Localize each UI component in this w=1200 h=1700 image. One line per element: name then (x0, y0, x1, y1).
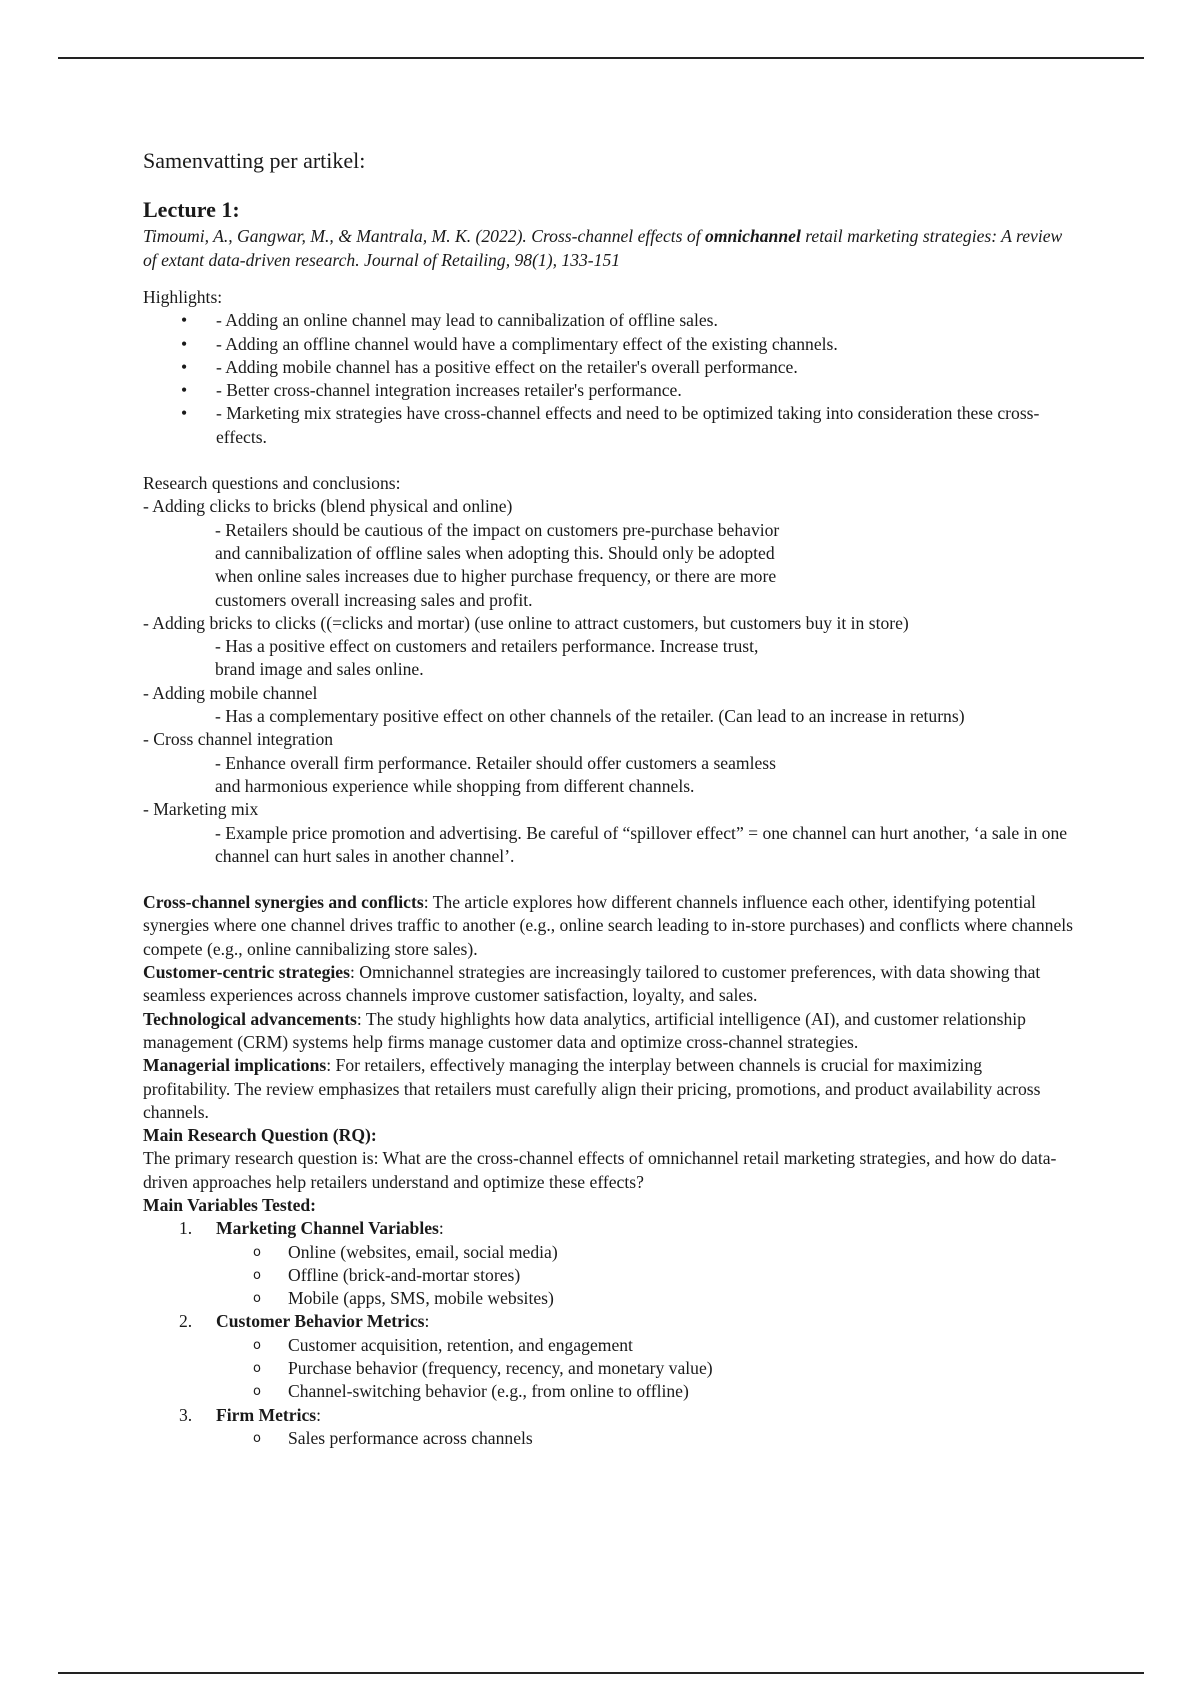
citation (143, 224, 1073, 272)
variable-colon: : (316, 1404, 322, 1425)
variable-item: Channel-switching behavior (e.g., from online to offline) (288, 1381, 689, 1402)
citation-before: Timoumi, A., Gangwar, M., & Mantrala, M. K. (2022). Cross-channel effects of (143, 226, 706, 246)
circle-bullet-icon: o (253, 1337, 261, 1353)
paragraph-heading: Technological advancements (143, 1008, 357, 1029)
main-rq-text: The primary research question is: What are the cross-channel effects of omnichannel retail marketing strategies, and how do data-driven approaches help retailers understand and optimize these effects? (143, 1148, 1057, 1192)
bullet-icon: • (181, 403, 188, 424)
highlight-text: - Better cross-channel integration increases retailer's performance. (216, 380, 682, 401)
list-item (143, 402, 1073, 449)
highlight-text: - Adding an offline channel would have a complimentary effect of the existing channels. (216, 333, 838, 354)
highlight-text: - Marketing mix strategies have cross-channel effects and need to be optimized taking into consideration these cross-effects. (216, 403, 1040, 447)
rq-item-detail: - Retailers should be cautious of the impact on customers pre-purchase behavior and cannibalization of offline sales when adopting this. Should only be adopted when online sales increases due to higher purchase frequency, or there are more customers overall increasing sales and profit. (215, 519, 780, 610)
bullet-icon: • (181, 310, 188, 331)
top-rule (58, 57, 1144, 59)
paragraph-heading: Managerial implications (143, 1055, 327, 1076)
list-item (143, 1287, 1073, 1310)
paragraph-text: : The study highlights how data analytics, artificial intelligence (AI), and customer relationship management (CRM) systems help firms manage customer data and optimize cross-channel strategies. (143, 1008, 1026, 1052)
list-number: 1. (179, 1218, 193, 1239)
variable-item: Customer acquisition, retention, and engagement (288, 1334, 633, 1355)
paragraph-customer-centric (143, 961, 1073, 1008)
list-item (143, 1241, 1073, 1264)
paragraph-heading: Customer-centric strategies (143, 962, 350, 983)
paragraph-text: : The article explores how different channels influence each other, identifying potential synergies where one channel drives traffic to another (e.g., online search leading to in-store purchases) and conflicts where channels compete (e.g., online cannibalizing store sales). (143, 892, 1074, 959)
variable-sublist (216, 1241, 1073, 1311)
rq-section (143, 495, 1073, 868)
rq-item-title: - Adding bricks to clicks ((=clicks and mortar) (use online to attract customers, but customers buy it in store) (143, 612, 909, 633)
lecture-title: Lecture 1: (143, 197, 240, 222)
variable-title: Marketing Channel Variables (216, 1218, 439, 1239)
list-item (143, 1217, 1073, 1310)
variables-heading-text: Main Variables Tested: (143, 1194, 317, 1215)
list-item (143, 1334, 1073, 1357)
bottom-rule (58, 1672, 1144, 1674)
rq-item-title: - Marketing mix (143, 799, 259, 820)
highlight-text: - Adding an online channel may lead to cannibalization of offline sales. (216, 310, 718, 331)
highlights-list (143, 309, 1073, 449)
rq-item-detail: - Example price promotion and advertising. Be careful of “spillover effect” = one channel can hurt another, ‘a sale in one channel can hurt sales in another channel’. (215, 822, 1068, 866)
paragraph-technology (143, 1008, 1073, 1055)
list-item (143, 379, 1073, 402)
spacer (143, 449, 1073, 472)
list-item (143, 1264, 1073, 1287)
list-number: 3. (179, 1404, 193, 1425)
variable-colon: : (438, 1218, 444, 1239)
bullet-icon: • (181, 380, 188, 401)
rq-item-detail: - Has a complementary positive effect on other channels of the retailer. (Can lead to an increase in returns) (215, 706, 965, 727)
document-body (143, 140, 1073, 1450)
circle-bullet-icon: o (253, 1361, 261, 1377)
list-item (143, 1427, 1073, 1450)
list-item (143, 1310, 1073, 1403)
circle-bullet-icon: o (253, 1291, 261, 1307)
main-rq-heading-text: Main Research Question (RQ): (143, 1125, 377, 1146)
rq-item-title: - Adding clicks to bricks (blend physical and online) (143, 496, 513, 517)
bullet-icon: • (181, 356, 188, 377)
rq-item-detail: - Enhance overall firm performance. Retailer should offer customers a seamless and harmonious experience while shopping from different channels. (215, 752, 776, 796)
paragraph-text: : Omnichannel strategies are increasingly tailored to customer preferences, with data showing that seamless experiences across channels improve customer satisfaction, loyalty, and sales. (143, 962, 1041, 1006)
list-item (143, 1357, 1073, 1380)
variable-item: Online (websites, email, social media) (288, 1241, 558, 1262)
circle-bullet-icon: o (253, 1384, 261, 1400)
paragraph-managerial (143, 1054, 1073, 1124)
variable-title: Customer Behavior Metrics (216, 1311, 425, 1332)
variables-heading (143, 1194, 1073, 1217)
variable-title: Firm Metrics (216, 1404, 317, 1425)
citation-after: retail marketing strategies: A review of extant data-driven research. Journal of Retailing, 98(1), 133-151 (143, 226, 1063, 270)
paragraph-synergies (143, 891, 1073, 961)
rq-item-detail: - Has a positive effect on customers and retailers performance. Increase trust, brand image and sales online. (215, 636, 759, 680)
paragraph-text: : For retailers, effectively managing the interplay between channels is crucial for maximizing profitability. The review emphasizes that retailers must carefully align their pricing, promotions, and product availability across channels. (143, 1055, 1041, 1122)
variable-item: Purchase behavior (frequency, recency, and monetary value) (288, 1358, 713, 1379)
citation-bold: omnichannel (705, 226, 801, 246)
rq-label: Research questions and conclusions: (143, 473, 401, 494)
circle-bullet-icon: o (253, 1430, 261, 1446)
rq-item-title: - Cross channel integration (143, 729, 334, 750)
spacer (143, 868, 1073, 891)
highlight-text: - Adding mobile channel has a positive effect on the retailer's overall performance. (216, 356, 798, 377)
variable-sublist (216, 1427, 1073, 1450)
variable-colon: : (424, 1311, 430, 1332)
list-number: 2. (179, 1311, 193, 1332)
list-item (143, 309, 1073, 332)
list-item (143, 356, 1073, 379)
list-item (143, 1380, 1073, 1403)
main-rq-heading (143, 1124, 1073, 1147)
list-item (143, 1404, 1073, 1451)
variable-item: Mobile (apps, SMS, mobile websites) (288, 1288, 554, 1309)
highlights-label: Highlights: (143, 287, 223, 307)
list-item (143, 333, 1073, 356)
bullet-icon: • (181, 333, 188, 354)
variable-item: Sales performance across channels (288, 1427, 533, 1448)
circle-bullet-icon: o (253, 1267, 261, 1283)
variable-sublist (216, 1334, 1073, 1404)
summary-title: Samenvatting per artikel: (143, 148, 366, 173)
circle-bullet-icon: o (253, 1244, 261, 1260)
variables-list (143, 1217, 1073, 1450)
variable-item: Offline (brick-and-mortar stores) (288, 1264, 521, 1285)
paragraph-heading: Cross-channel synergies and conflicts (143, 892, 424, 913)
rq-item-title: - Adding mobile channel (143, 682, 318, 703)
